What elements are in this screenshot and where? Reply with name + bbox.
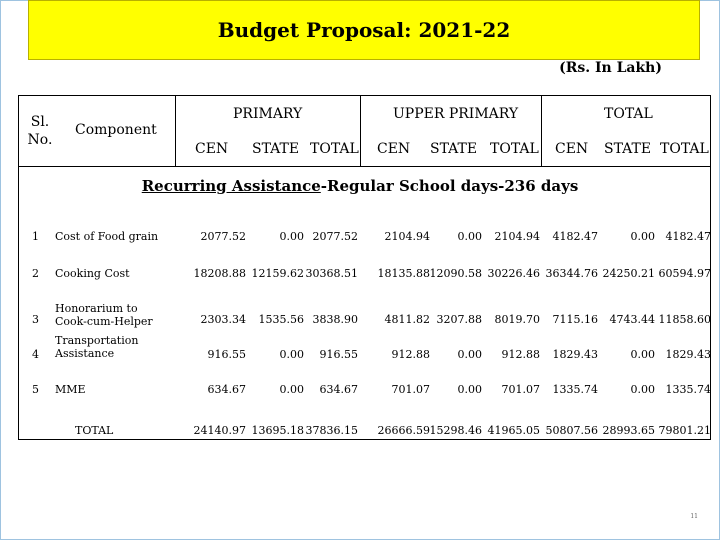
table-cell-value: 4743.44: [609, 313, 655, 326]
table-cell-value: 11858.60: [658, 313, 711, 326]
table-cell-value: 4811.82: [384, 313, 430, 326]
table-cell-value: 701.07: [391, 383, 430, 396]
page-title: Budget Proposal: 2021-22: [217, 18, 511, 42]
header-separator: [541, 96, 542, 166]
sub-header: CEN: [377, 141, 411, 157]
table-cell-value: 12090.58: [429, 267, 482, 280]
section-title-rest: -Regular School days-236 days: [320, 177, 579, 195]
sub-header: TOTAL: [310, 141, 359, 157]
table-cell-value: 916.55: [207, 348, 246, 361]
row-component: Transportation Assistance: [55, 334, 139, 360]
table-cell-value: 0.00: [630, 230, 655, 243]
table-cell-value: 1829.43: [665, 348, 711, 361]
header-divider: [19, 166, 710, 167]
page-number: 11: [690, 513, 698, 520]
total-header: TOTAL: [604, 106, 653, 122]
table-cell-value: 12159.62: [251, 267, 304, 280]
table-cell-value: 1829.43: [552, 348, 598, 361]
section-title: [0, 177, 720, 195]
table-cell-value: 912.88: [391, 348, 430, 361]
table-cell-value: 0.00: [279, 383, 304, 396]
table-cell-value: 916.55: [319, 348, 358, 361]
table-cell-value: 912.88: [501, 348, 540, 361]
table-cell-value: 18208.88: [193, 267, 246, 280]
sub-header: STATE: [604, 141, 652, 157]
table-cell-value: 2077.52: [200, 230, 246, 243]
sub-header: TOTAL: [660, 141, 709, 157]
title-banner: [28, 0, 700, 60]
header-separator: [360, 96, 361, 166]
table-cell-value: 2104.94: [494, 230, 540, 243]
total-label: TOTAL: [75, 424, 114, 437]
row-sl: 3: [32, 313, 39, 326]
sub-header: TOTAL: [490, 141, 539, 157]
row-sl: 5: [32, 383, 39, 396]
total-cell-value: 28993.65: [602, 424, 655, 437]
table-cell-value: 2303.34: [200, 313, 246, 326]
table-cell-value: 60594.97: [658, 267, 711, 280]
table-cell-value: 634.67: [207, 383, 246, 396]
total-cell-value: 13695.18: [251, 424, 304, 437]
table-cell-value: 30226.46: [487, 267, 540, 280]
row-sl: 4: [32, 348, 39, 361]
total-cell-value: 37836.15: [305, 424, 358, 437]
total-cell-value: 26666.59: [377, 424, 430, 437]
row-component: Cost of Food grain: [55, 230, 159, 243]
row-component: MME: [55, 383, 86, 396]
table-cell-value: 4182.47: [665, 230, 711, 243]
table-cell-value: 0.00: [457, 383, 482, 396]
table-cell-value: 0.00: [630, 383, 655, 396]
table-cell-value: 0.00: [630, 348, 655, 361]
table-cell-value: 0.00: [457, 230, 482, 243]
table-cell-value: 4182.47: [552, 230, 598, 243]
table-cell-value: 8019.70: [494, 313, 540, 326]
sub-header: CEN: [555, 141, 589, 157]
sub-header: STATE: [252, 141, 300, 157]
total-cell-value: 15298.46: [429, 424, 482, 437]
table-cell-value: 634.67: [319, 383, 358, 396]
row-component: Honorarium to Cook-cum-Helper: [55, 302, 153, 328]
component-header: Component: [75, 122, 157, 138]
table-cell-value: 36344.76: [545, 267, 598, 280]
table-cell-value: 2077.52: [312, 230, 358, 243]
table-cell-value: 7115.16: [552, 313, 598, 326]
total-cell-value: 50807.56: [545, 424, 598, 437]
row-sl: 2: [32, 267, 39, 280]
table-cell-value: 0.00: [457, 348, 482, 361]
total-cell-value: 79801.21: [658, 424, 711, 437]
row-component: Cooking Cost: [55, 267, 130, 280]
total-cell-value: 24140.97: [193, 424, 246, 437]
section-title-underlined: Recurring Assistance: [141, 177, 321, 195]
row-sl: 1: [32, 230, 39, 243]
table-cell-value: 0.00: [279, 348, 304, 361]
table-cell-value: 1335.74: [552, 383, 598, 396]
primary-header: PRIMARY: [233, 106, 303, 122]
upper-primary-header: UPPER PRIMARY: [393, 106, 519, 122]
table-cell-value: 1535.56: [258, 313, 304, 326]
sub-header: STATE: [430, 141, 478, 157]
table-cell-value: 701.07: [501, 383, 540, 396]
table-cell-value: 0.00: [279, 230, 304, 243]
table-cell-value: 3838.90: [312, 313, 358, 326]
total-cell-value: 41965.05: [487, 424, 540, 437]
table-cell-value: 1335.74: [665, 383, 711, 396]
unit-note: (Rs. In Lakh): [559, 60, 662, 76]
table-cell-value: 18135.88: [377, 267, 430, 280]
header-separator: [175, 96, 176, 166]
table-cell-value: 2104.94: [384, 230, 430, 243]
table-cell-value: 24250.21: [602, 267, 655, 280]
table-cell-value: 30368.51: [305, 267, 358, 280]
table-cell-value: 3207.88: [436, 313, 482, 326]
sl-no-header: Sl. No.: [27, 114, 53, 148]
sub-header: CEN: [195, 141, 229, 157]
